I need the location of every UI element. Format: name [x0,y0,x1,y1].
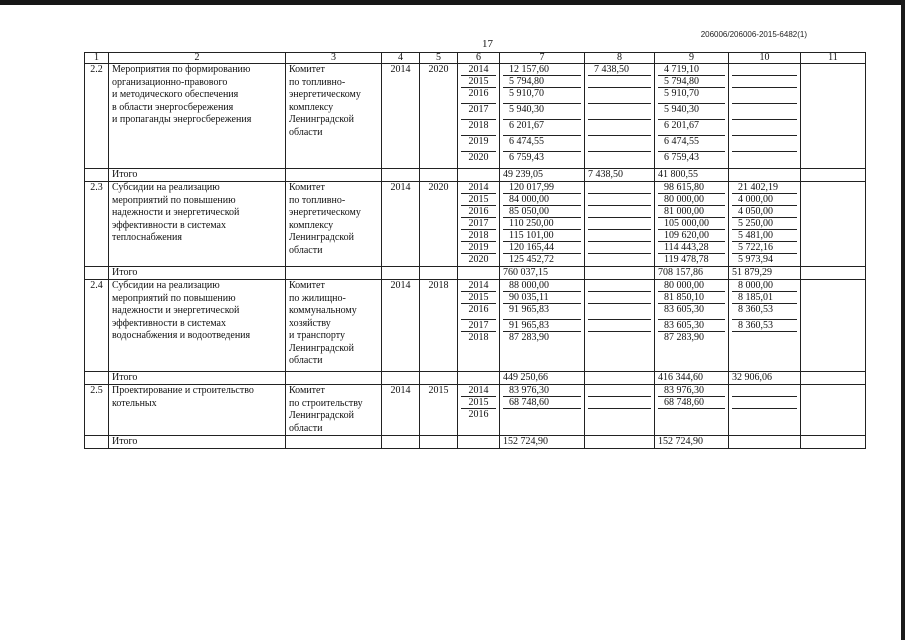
total-regional: 152 724,90 [655,436,729,449]
regional-cell: 68 748,60 [658,397,725,409]
measure-executor-line: коммунальному [289,305,357,316]
total-empty-cell [458,372,500,385]
total-empty-cell [382,372,420,385]
regional-cell: 98 615,80 [658,182,725,194]
regional-cell: 81 000,00 [658,206,725,218]
year-cell: 2020 [468,254,489,265]
federal-cell [588,280,651,292]
measure-number: 2.4 [85,280,109,372]
total-cost-cell: 6 759,43 [509,152,544,163]
total-cost-cell: 5 794,80 [503,76,581,88]
column-11-cell [801,280,866,372]
measure-start-year: 2014 [382,280,420,372]
measure-end-year: 2020 [420,64,458,169]
measure-executor-line: и транспорту [289,330,346,341]
measure-executor-line: Комитет [289,280,325,291]
year-cell-stack [458,182,500,267]
year-cell: 2020 [468,152,489,163]
federal-cell [588,292,651,304]
measure-executor-line: Ленинградской [289,410,354,421]
regional-cell: 83 605,30 [658,304,725,320]
local-cell [732,104,797,120]
column-header: 11 [801,53,866,64]
column-header: 2 [109,53,286,64]
year-cell: 2017 [461,320,496,332]
year-cell: 2017 [461,218,496,230]
column-header: 9 [655,53,729,64]
total-cost-cell: 115 101,00 [503,230,581,242]
federal-cell [588,254,651,265]
total-cost-cell: 87 283,90 [509,332,549,343]
measure-executor-line: комплексу [289,219,334,231]
measure-title [109,182,286,267]
total-cost-cell [503,409,581,433]
local-cell: 8 360,53 [732,320,797,332]
measure-executor-line: области [289,355,323,366]
total-cost-cell-stack [500,64,585,169]
year-cell: 2018 [461,120,496,136]
total-cost: 152 724,90 [500,436,585,449]
year-cell: 2016 [461,88,496,104]
regional-cell: 5 794,80 [658,76,725,88]
measure-title-line: и пропаганды энергосбережения [112,114,252,125]
total-regional: 708 157,86 [655,267,729,280]
total-regional: 41 800,55 [655,169,729,182]
measure-end-year: 2018 [420,280,458,372]
total-local: 32 906,06 [729,372,801,385]
total-empty-cell [458,169,500,182]
local-cell-stack [729,64,801,169]
local-cell-stack [729,280,801,372]
measure-title-line: организационно-правового [112,76,228,88]
total-cost-cell: 12 157,60 [503,64,581,76]
measure-title-line: мероприятий по повышению [112,194,236,206]
measure-title-line: котельных [112,397,157,409]
local-cell: 4 050,00 [732,206,797,218]
total-cost-cell: 90 035,11 [503,292,581,304]
year-cell-stack [458,64,500,169]
total-label: Итого [109,372,286,385]
total-federal [585,267,655,280]
total-empty-cell [286,372,382,385]
local-cell [732,152,797,167]
total-cost-cell: 125 452,72 [509,254,554,265]
federal-cell [588,230,651,242]
measure-executor [286,280,382,372]
total-empty-cell [801,169,866,182]
measure-start-year: 2014 [382,385,420,436]
total-cost-cell: 6 201,67 [503,120,581,136]
measure-title [109,385,286,436]
federal-cell [588,136,651,152]
regional-cell: 80 000,00 [658,194,725,206]
total-empty-cell [286,436,382,449]
measure-title-line: надежности и энергетической [112,207,240,218]
scan-right-edge [901,0,905,640]
total-empty-cell [85,436,109,449]
program-measures-table [84,52,866,449]
federal-cell-stack [585,182,655,267]
local-cell [732,120,797,136]
total-cost-cell-stack [500,182,585,267]
local-cell [732,88,797,104]
year-cell: 2016 [468,409,489,420]
regional-cell: 81 850,10 [658,292,725,304]
regional-cell: 114 443,28 [658,242,725,254]
regional-cell-stack [655,280,729,372]
federal-cell [588,304,651,320]
local-cell: 4 000,00 [732,194,797,206]
total-label: Итого [109,267,286,280]
total-federal [585,436,655,449]
measure-row [85,385,866,436]
year-cell: 2015 [461,194,496,206]
regional-cell [658,409,725,433]
total-empty-cell [801,436,866,449]
total-label: Итого [109,169,286,182]
total-empty-cell [801,372,866,385]
federal-cell [588,88,651,104]
year-cell: 2019 [461,136,496,152]
local-cell-stack [729,385,801,436]
regional-cell: 83 605,30 [658,320,725,332]
local-cell [732,76,797,88]
total-empty-cell [458,436,500,449]
measure-title-line: Субсидии на реализацию [112,280,220,291]
measure-executor [286,64,382,169]
local-cell: 8 185,01 [732,292,797,304]
measure-executor-line: хозяйству [289,317,331,329]
federal-cell-stack [585,64,655,169]
total-cost-cell: 6 474,55 [503,136,581,152]
total-cost: 760 037,15 [500,267,585,280]
measure-row [85,280,866,372]
total-empty-cell [286,169,382,182]
year-cell: 2016 [461,206,496,218]
federal-cell [588,152,651,167]
year-cell: 2019 [461,242,496,254]
total-regional: 416 344,60 [655,372,729,385]
total-empty-cell [85,372,109,385]
measure-start-year: 2014 [382,182,420,267]
column-header: 7 [500,53,585,64]
total-empty-cell [420,436,458,449]
total-empty-cell [801,267,866,280]
total-cost-cell: 120 017,99 [503,182,581,194]
column-number-row [85,53,866,64]
total-empty-cell [286,267,382,280]
measure-executor [286,385,382,436]
total-row [85,267,866,280]
measure-executor-line: энергетическому [289,207,361,218]
local-cell [732,409,797,433]
total-empty-cell [382,267,420,280]
year-cell: 2016 [461,304,496,320]
regional-cell: 87 283,90 [664,332,704,343]
measure-executor-line: по топливно- [289,76,346,88]
measure-title [109,280,286,372]
local-cell: 5 481,00 [732,230,797,242]
federal-cell-stack [585,385,655,436]
total-empty-cell [420,372,458,385]
measure-executor-line: комплексу [289,101,334,113]
year-cell: 2015 [461,76,496,88]
local-cell: 21 402,19 [732,182,797,194]
total-empty-cell [85,169,109,182]
regional-cell: 5 910,70 [658,88,725,104]
local-cell: 5 722,16 [732,242,797,254]
local-cell [732,64,797,76]
measure-executor-line: энергетическому [289,89,361,100]
local-cell [732,332,797,370]
regional-cell: 4 719,10 [658,64,725,76]
federal-cell: 7 438,50 [588,64,651,76]
total-cost-cell-stack [500,280,585,372]
measure-executor-line: области [289,126,323,138]
column-header: 5 [420,53,458,64]
column-header: 1 [85,53,109,64]
year-cell: 2014 [461,385,496,397]
total-cost-cell: 110 250,00 [503,218,581,230]
local-cell [732,136,797,152]
regional-cell: 6 201,67 [658,120,725,136]
total-local [729,169,801,182]
federal-cell [588,218,651,230]
total-cost-cell: 68 748,60 [503,397,581,409]
year-cell: 2015 [461,397,496,409]
year-cell: 2017 [461,104,496,120]
federal-cell [588,120,651,136]
total-cost-cell: 83 976,30 [503,385,581,397]
local-cell: 5 973,94 [738,254,773,265]
total-row [85,372,866,385]
federal-cell [588,242,651,254]
column-header: 8 [585,53,655,64]
measure-executor [286,182,382,267]
year-cell: 2014 [461,64,496,76]
local-cell-stack [729,182,801,267]
column-11-cell [801,385,866,436]
total-empty-cell [458,267,500,280]
measure-executor-line: Комитет [289,182,325,193]
total-cost-cell: 85 050,00 [503,206,581,218]
total-empty-cell [420,267,458,280]
column-header: 3 [286,53,382,64]
measure-executor-line: по жилищно- [289,292,346,304]
total-local: 51 879,29 [729,267,801,280]
regional-cell: 5 940,30 [658,104,725,120]
measure-title-line: Проектирование и строительство [112,385,254,396]
regional-cell-stack [655,182,729,267]
federal-cell [588,385,651,397]
year-cell: 2014 [461,280,496,292]
measure-end-year: 2015 [420,385,458,436]
total-cost-cell: 88 000,00 [503,280,581,292]
total-cost-cell: 91 965,83 [503,320,581,332]
local-cell: 8 000,00 [732,280,797,292]
total-local [729,436,801,449]
federal-cell [588,409,651,433]
regional-cell: 6 759,43 [664,152,699,163]
regional-cell: 80 000,00 [658,280,725,292]
measure-executor-line: Комитет [289,385,325,396]
total-cost-cell-stack [500,385,585,436]
federal-cell [588,397,651,409]
total-cost-cell: 84 000,00 [503,194,581,206]
regional-cell: 119 478,78 [664,254,709,265]
total-cost: 449 250,66 [500,372,585,385]
page-number: 17 [482,38,493,50]
total-label: Итого [109,436,286,449]
measure-title-line: и методического обеспечения [112,89,239,100]
measure-executor-line: Ленинградской [289,232,354,243]
federal-cell [588,194,651,206]
federal-cell [588,332,651,370]
measure-title-line: Субсидии на реализацию [112,182,220,193]
federal-cell [588,76,651,88]
measure-executor-line: по строительству [289,397,363,409]
total-cost-cell: 120 165,44 [503,242,581,254]
total-cost-cell: 5 940,30 [503,104,581,120]
regional-cell: 109 620,00 [658,230,725,242]
measure-title [109,64,286,169]
regional-cell: 105 000,00 [658,218,725,230]
year-cell: 2018 [461,230,496,242]
measure-title-line: теплоснабжения [112,232,182,243]
total-cost: 49 239,05 [500,169,585,182]
total-cost-cell: 91 965,83 [503,304,581,320]
regional-cell: 83 976,30 [658,385,725,397]
measure-title-line: надежности и энергетической [112,305,240,316]
measure-number: 2.2 [85,64,109,169]
column-11-cell [801,182,866,267]
federal-cell-stack [585,280,655,372]
local-cell [732,397,797,409]
year-cell-stack [458,280,500,372]
local-cell: 5 250,00 [732,218,797,230]
measure-executor-line: Комитет [289,64,325,75]
column-header: 6 [458,53,500,64]
measure-title-line: эффективности в системах [112,219,226,231]
regional-cell: 6 474,55 [658,136,725,152]
year-cell: 2015 [461,292,496,304]
local-cell [732,385,797,397]
federal-cell [588,104,651,120]
measure-row [85,64,866,169]
measure-executor-line: Ленинградской [289,114,354,125]
measure-row [85,182,866,267]
column-11-cell [801,64,866,169]
local-cell: 8 360,53 [732,304,797,320]
total-row [85,169,866,182]
scan-top-edge [0,0,905,5]
regional-cell-stack [655,385,729,436]
measure-executor-line: области [289,422,323,434]
year-cell: 2018 [468,332,489,343]
measure-title-line: водоснабжения и водоотведения [112,330,251,341]
federal-cell [588,320,651,332]
measure-executor-line: Ленинградской [289,342,354,354]
federal-cell [588,206,651,218]
total-cost-cell: 5 910,70 [503,88,581,104]
measure-number: 2.5 [85,385,109,436]
measure-start-year: 2014 [382,64,420,169]
measure-end-year: 2020 [420,182,458,267]
measure-title-line: в области энергосбережения [112,101,234,113]
regional-cell-stack [655,64,729,169]
measure-executor-line: по топливно- [289,194,346,206]
measure-title-line: мероприятий по повышению [112,292,236,304]
total-empty-cell [85,267,109,280]
year-cell: 2014 [461,182,496,194]
federal-cell [588,182,651,194]
measure-title-line: эффективности в системах [112,317,226,329]
total-empty-cell [420,169,458,182]
measure-executor-line: области [289,244,323,256]
total-federal [585,372,655,385]
document-id: 206006/206006-2015-6482(1) [700,30,807,39]
column-header: 4 [382,53,420,64]
column-header: 10 [729,53,801,64]
total-row [85,436,866,449]
year-cell-stack [458,385,500,436]
total-empty-cell [382,169,420,182]
measure-title-line: Мероприятия по формированию [112,64,251,75]
total-empty-cell [382,436,420,449]
measure-number: 2.3 [85,182,109,267]
total-federal: 7 438,50 [585,169,655,182]
